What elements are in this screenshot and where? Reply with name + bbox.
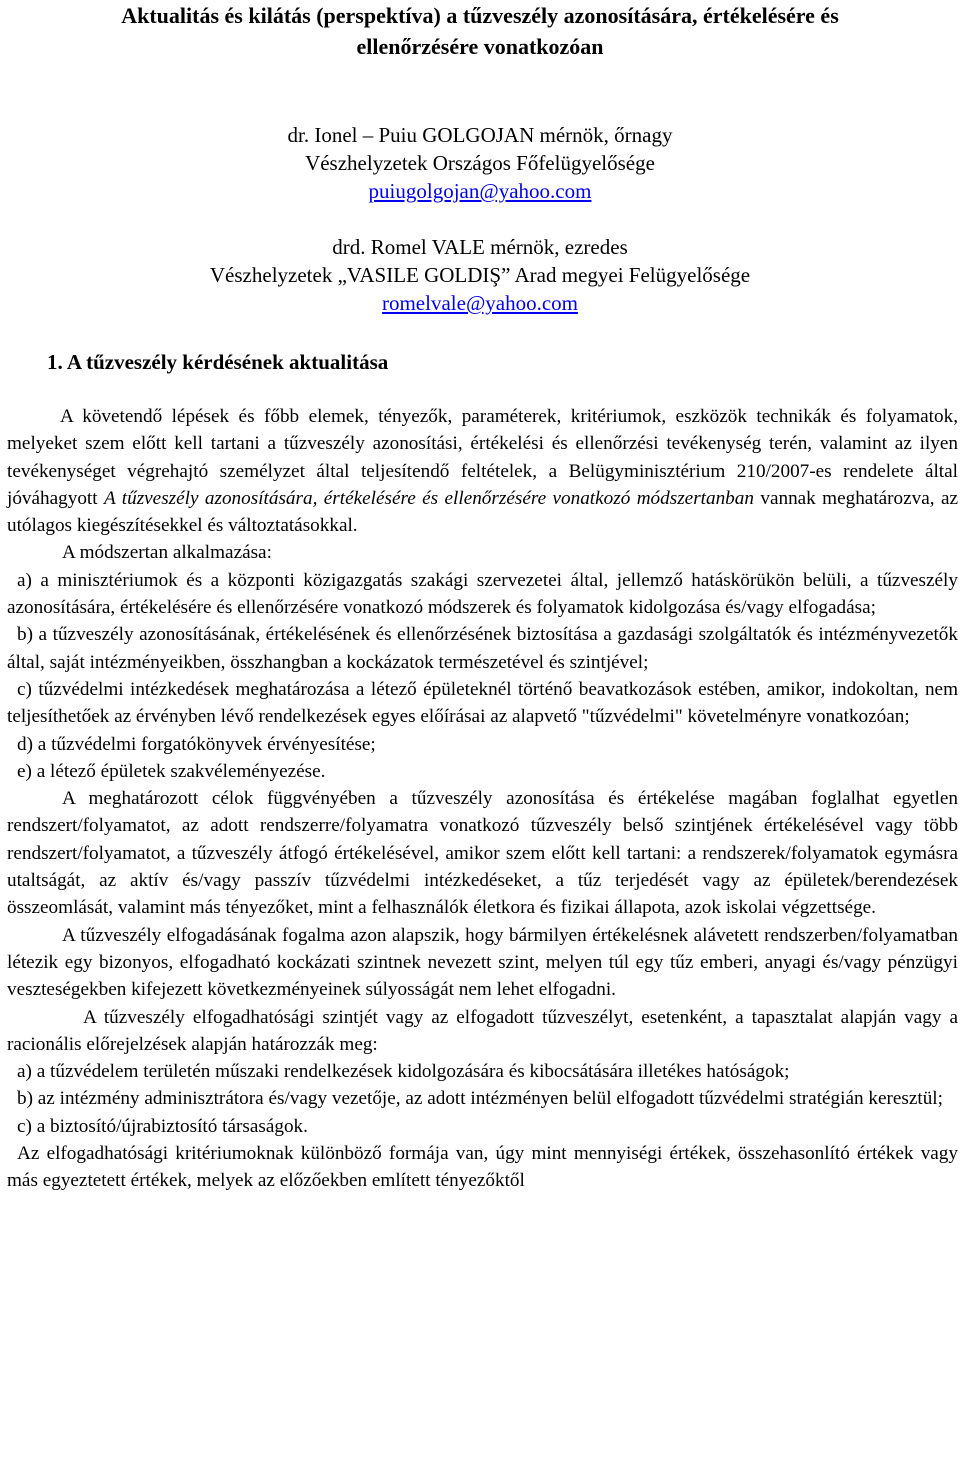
list-item-e: e) a létező épületek szakvéleményezése.: [17, 760, 326, 782]
title-line-1: Aktualitás és kilátás (perspektíva) a tűzveszély azonosítására, értékelésére és: [121, 3, 839, 28]
paragraph-1: [7, 403, 958, 539]
paragraph-5: A tűzveszély elfogadhatósági szintjét vagy az elfogadott tűzveszélyt, esetenként, a tapasztalat alapján vagy a racionális előrejelzések alapján határozzák meg:: [7, 1006, 958, 1055]
paragraph-1-end: vannak meghatározva, az utólagos kiegészítésekkel és változtatásokkal.: [7, 487, 959, 537]
author-1-name: dr. Ionel – Puiu GOLGOJAN mérnök, őrnagy: [287, 123, 673, 147]
author-1-email-link[interactable]: puiugolgojan@yahoo.com: [368, 179, 592, 203]
paragraph-4: A tűzveszély elfogadásának fogalma azon alapszik, hogy bármilyen értékelésnek alávetett rendszerben/folyamatban létezik egy bizonyos, elfogadható kockázati szintnek nevezett szint, melyen túl egy tűz emberi, anyagi és/vagy pénzügyi veszteségekben kifejezett következményeinek súlyosságát nem lehet elfogadni.: [7, 924, 958, 1001]
list-2-item-a: a) a tűzvédelem területén műszaki rendelkezések kidolgozására és kibocsátására illetékes hatóságok;: [17, 1061, 790, 1083]
list-item-c: c) tűzvédelmi intézkedések meghatározása a létező épületeknél történő beavatkozások estében, amikor, indokoltan, nem teljesíthetőek az érvényben lévő rendelkezések egyes előírásai az alapvető "tűzvédelmi" követelményre vonatkozóan;: [7, 678, 958, 728]
paragraph-3: A meghatározott célok függvényében a tűzveszély azonosítása és értékelése magában foglalhat egyetlen rendszert/folyamatot, az adott rendszerre/folyamatra vonatkozó tűzveszély belső szintjének értékelésével vagy több rendszert/folyamatot, a tűzveszély átfogó értékelésével, amikor szem előtt kell tartani: a rendszerek/folyamatok egymásra utaltságát, az aktív és/vagy passzív tűzvédelmi intézkedéseket, a tűz terjedését vagy az épületek/berendezések összeomlását, valamint más tényezőket, mint a felhasználók életkora és fizikai állapota, azok iskolai végzettsége.: [7, 788, 958, 919]
author-2-email-link[interactable]: romelvale@yahoo.com: [381, 291, 579, 315]
author-1-affiliation: Vészhelyzetek Országos Főfelügyelősége: [305, 151, 655, 175]
list-item-d: d) a tűzvédelmi forgatókönyvek érvényesítése;: [17, 733, 376, 755]
paragraph-6: Az elfogadhatósági kritériumoknak különböző formája van, úgy mint mennyiségi értékek, összehasonlító értékek vagy más egyeztetett értékek, melyek az előzőekben említett tényezőktől: [7, 1143, 958, 1192]
list-2-item-b: b) az intézmény adminisztrátora és/vagy vezetője, az adott intézményen belül elfogadott tűzvédelmi stratégián keresztül;: [17, 1088, 943, 1110]
author-2-affiliation: Vészhelyzetek „VASILE GOLDIŞ” Arad megyei Felügyelősége: [209, 263, 751, 287]
paper-title: [0, 0, 960, 62]
section-1-heading: 1. A tűzveszély kérdésének aktualitása: [47, 350, 389, 374]
author-1-block: [0, 121, 960, 205]
title-line-2: ellenőrzésére vonatkozóan: [356, 34, 604, 59]
paragraph-2: A módszertan alkalmazása:: [62, 542, 272, 564]
paragraph-1-start: A követendő lépések és főbb elemek, tényezők, paraméterek, kritériumok, eszközök technikák és folyamatok, melyeket szem előtt kell tartani a tűzveszély azonosítási, értékelési és ellenőrzési tevékenység terén, valamint az ilyen tevékenységet végrehajtó személyzet által teljesítendő feltételek, a Belügyminisztérium 210/2007-es rendelete által jóváhagyott: [7, 406, 958, 509]
paragraph-1-italic-title: A tűzveszély azonosítására, értékelésére és ellenőrzésére vonatkozó módszertanban: [104, 487, 754, 509]
body-text: [7, 403, 958, 1195]
list-item-b: b) a tűzveszély azonosításának, értékelésének és ellenőrzésének biztosítása a gazdasági szolgáltatók és intézményvezetők által, saját intézményeikben, összhangban a kockázatok természetével és szintjével;: [7, 624, 958, 673]
list-2-item-c: c) a biztosító/újrabiztosító társaságok.: [17, 1115, 308, 1137]
author-2-name: drd. Romel VALE mérnök, ezredes: [332, 235, 628, 259]
author-2-block: [0, 233, 960, 317]
list-item-a: a) a minisztériumok és a központi közigazgatás szakági szervezetei által, jellemző hatáskörükön belüli, a tűzveszély azonosítására, értékelésére és ellenőrzésére vonatkozó módszerek és folyamatok kidolgozása és/vagy elfogadása;: [7, 569, 958, 619]
